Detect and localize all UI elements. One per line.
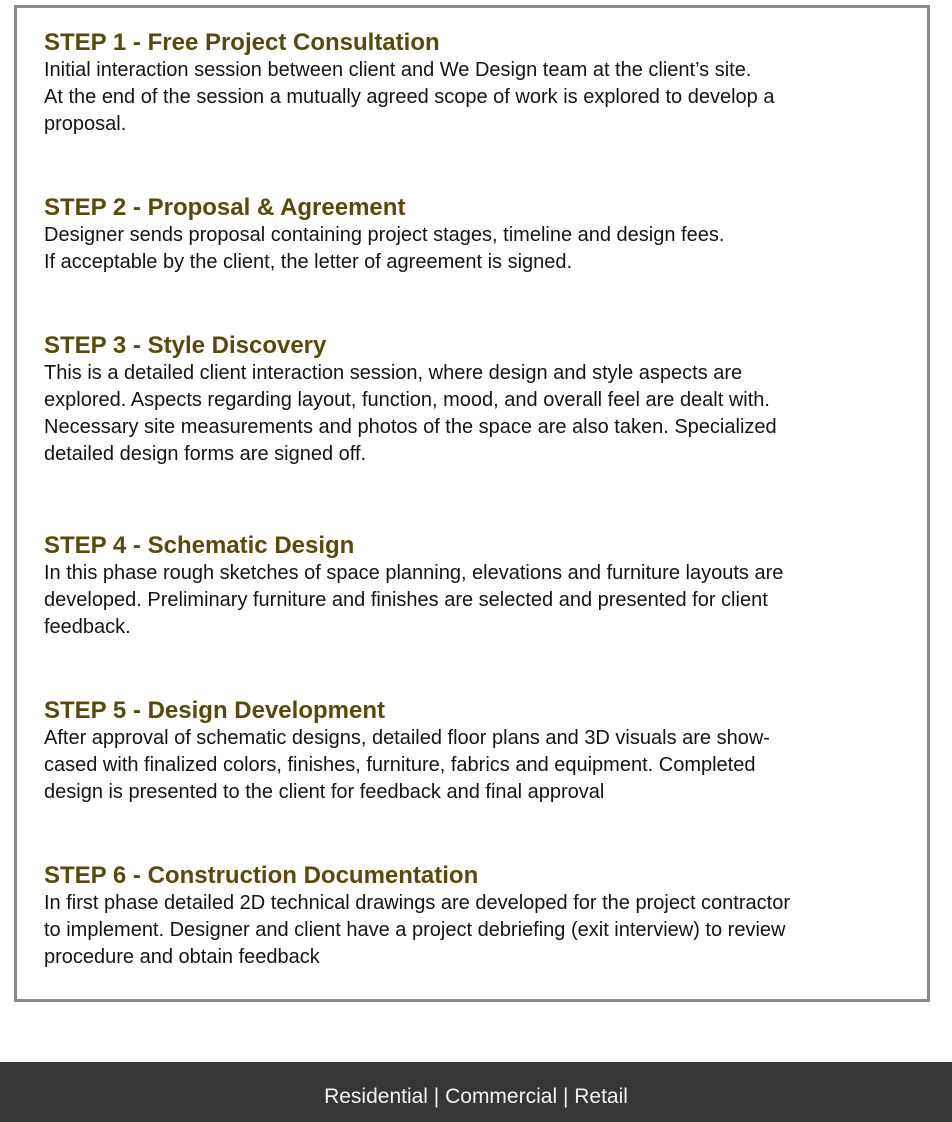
step-5-line-3: design is presented to the client for feedback and final approval xyxy=(44,781,605,803)
step-3-line-3: Necessary site measurements and photos of the space are also taken. Specialized xyxy=(44,416,777,438)
step-4-line-1: In this phase rough sketches of space planning, elevations and furniture layouts are xyxy=(44,562,784,584)
step-5-line-2: cased with finalized colors, finishes, furniture, fabrics and equipment. Completed xyxy=(44,754,756,776)
step-1-line-2: At the end of the session a mutually agreed scope of work is explored to develop a xyxy=(44,86,775,108)
step-3-line-2: explored. Aspects regarding layout, function, mood, and overall feel are dealt with. xyxy=(44,389,770,411)
step-2-line-2: If acceptable by the client, the letter of agreement is signed. xyxy=(44,251,573,273)
step-1-line-3: proposal. xyxy=(44,113,127,135)
steps-panel xyxy=(14,5,930,1002)
footer-services-text: Residential | Commercial | Retail xyxy=(324,1085,628,1108)
step-5-line-1: After approval of schematic designs, detailed floor plans and 3D visuals are show- xyxy=(44,727,770,749)
step-3-title: STEP 3 - Style Discovery xyxy=(44,332,327,359)
step-2 xyxy=(44,194,924,276)
step-4 xyxy=(44,532,924,641)
step-1-line-1: Initial interaction session between client and We Design team at the client’s site. xyxy=(44,59,752,81)
step-5-title: STEP 5 - Design Development xyxy=(44,697,385,724)
step-3 xyxy=(44,332,924,468)
step-4-line-2: developed. Preliminary furniture and finishes are selected and presented for client xyxy=(44,589,768,611)
step-6 xyxy=(44,862,924,971)
step-6-line-2: to implement. Designer and client have a project debriefing (exit interview) to review xyxy=(44,919,786,941)
step-1-title: STEP 1 - Free Project Consultation xyxy=(44,29,440,56)
step-2-line-1: Designer sends proposal containing project stages, timeline and design fees. xyxy=(44,224,725,246)
step-5 xyxy=(44,697,924,806)
step-6-line-1: In first phase detailed 2D technical drawings are developed for the project contractor xyxy=(44,892,790,914)
footer-bar xyxy=(0,1062,952,1122)
step-4-title: STEP 4 - Schematic Design xyxy=(44,532,355,559)
step-3-line-1: This is a detailed client interaction session, where design and style aspects are xyxy=(44,362,743,384)
step-1 xyxy=(44,29,924,138)
step-4-line-3: feedback. xyxy=(44,616,131,638)
step-2-title: STEP 2 - Proposal & Agreement xyxy=(44,194,406,221)
step-6-title: STEP 6 - Construction Documentation xyxy=(44,862,479,889)
step-6-line-3: procedure and obtain feedback xyxy=(44,946,320,968)
step-3-line-4: detailed design forms are signed off. xyxy=(44,443,367,465)
